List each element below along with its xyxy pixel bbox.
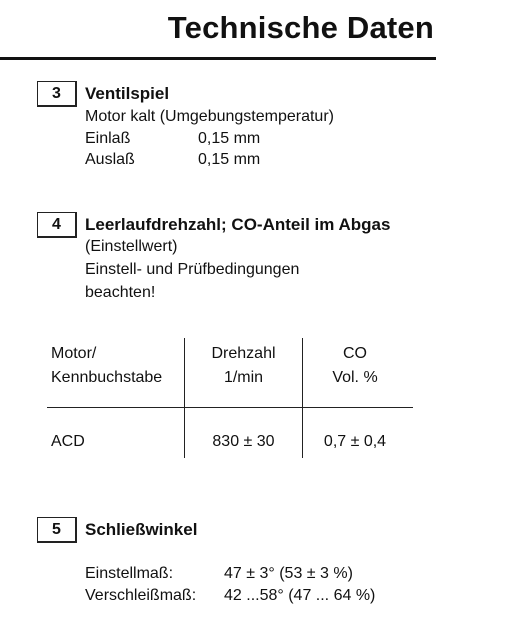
spec-label: Verschleißmaß: xyxy=(85,587,197,604)
spec-label: Auslaß xyxy=(85,151,135,168)
table-header-cell: Motor/ xyxy=(51,345,97,362)
page-title: Technische Daten xyxy=(167,10,434,45)
table-divider xyxy=(47,407,413,408)
table-cell: ACD xyxy=(51,433,85,450)
table-cell: 0,7 ± 0,4 xyxy=(323,433,387,450)
section-heading: Ventilspiel xyxy=(85,84,170,103)
section-number-box: 3 xyxy=(37,81,77,107)
section-text-line: Motor kalt (Umgebungstemperatur) xyxy=(85,108,334,125)
section-text-line: beachten! xyxy=(85,284,156,301)
spec-label: Einstellmaß: xyxy=(85,565,174,582)
table-header-cell: Drehzahl xyxy=(211,345,276,362)
spec-value: 0,15 mm xyxy=(198,151,261,168)
section-number-box: 5 xyxy=(37,517,77,543)
spec-label: Einlaß xyxy=(85,130,131,147)
section-heading: Schließwinkel xyxy=(85,520,198,539)
section-number-box: 4 xyxy=(37,212,77,238)
table-header-cell: Kennbuchstabe xyxy=(51,369,163,386)
spec-value: 0,15 mm xyxy=(198,130,261,147)
table-header-cell: Vol. % xyxy=(332,369,378,386)
title-rule xyxy=(0,57,436,60)
table-cell: 830 ± 30 xyxy=(212,433,275,450)
spec-value: 42 ...58° (47 ... 64 %) xyxy=(224,587,376,604)
spec-value: 47 ± 3° (53 ± 3 %) xyxy=(224,565,353,582)
section-heading: Leerlaufdrehzahl; CO-Anteil im Abgas xyxy=(85,215,391,234)
table-header-cell: CO xyxy=(343,345,367,362)
table-header-cell: 1/min xyxy=(223,369,264,386)
section-text-line: (Einstellwert) xyxy=(85,238,178,255)
section-text-line: Einstell- und Prüfbedingungen xyxy=(85,261,300,278)
